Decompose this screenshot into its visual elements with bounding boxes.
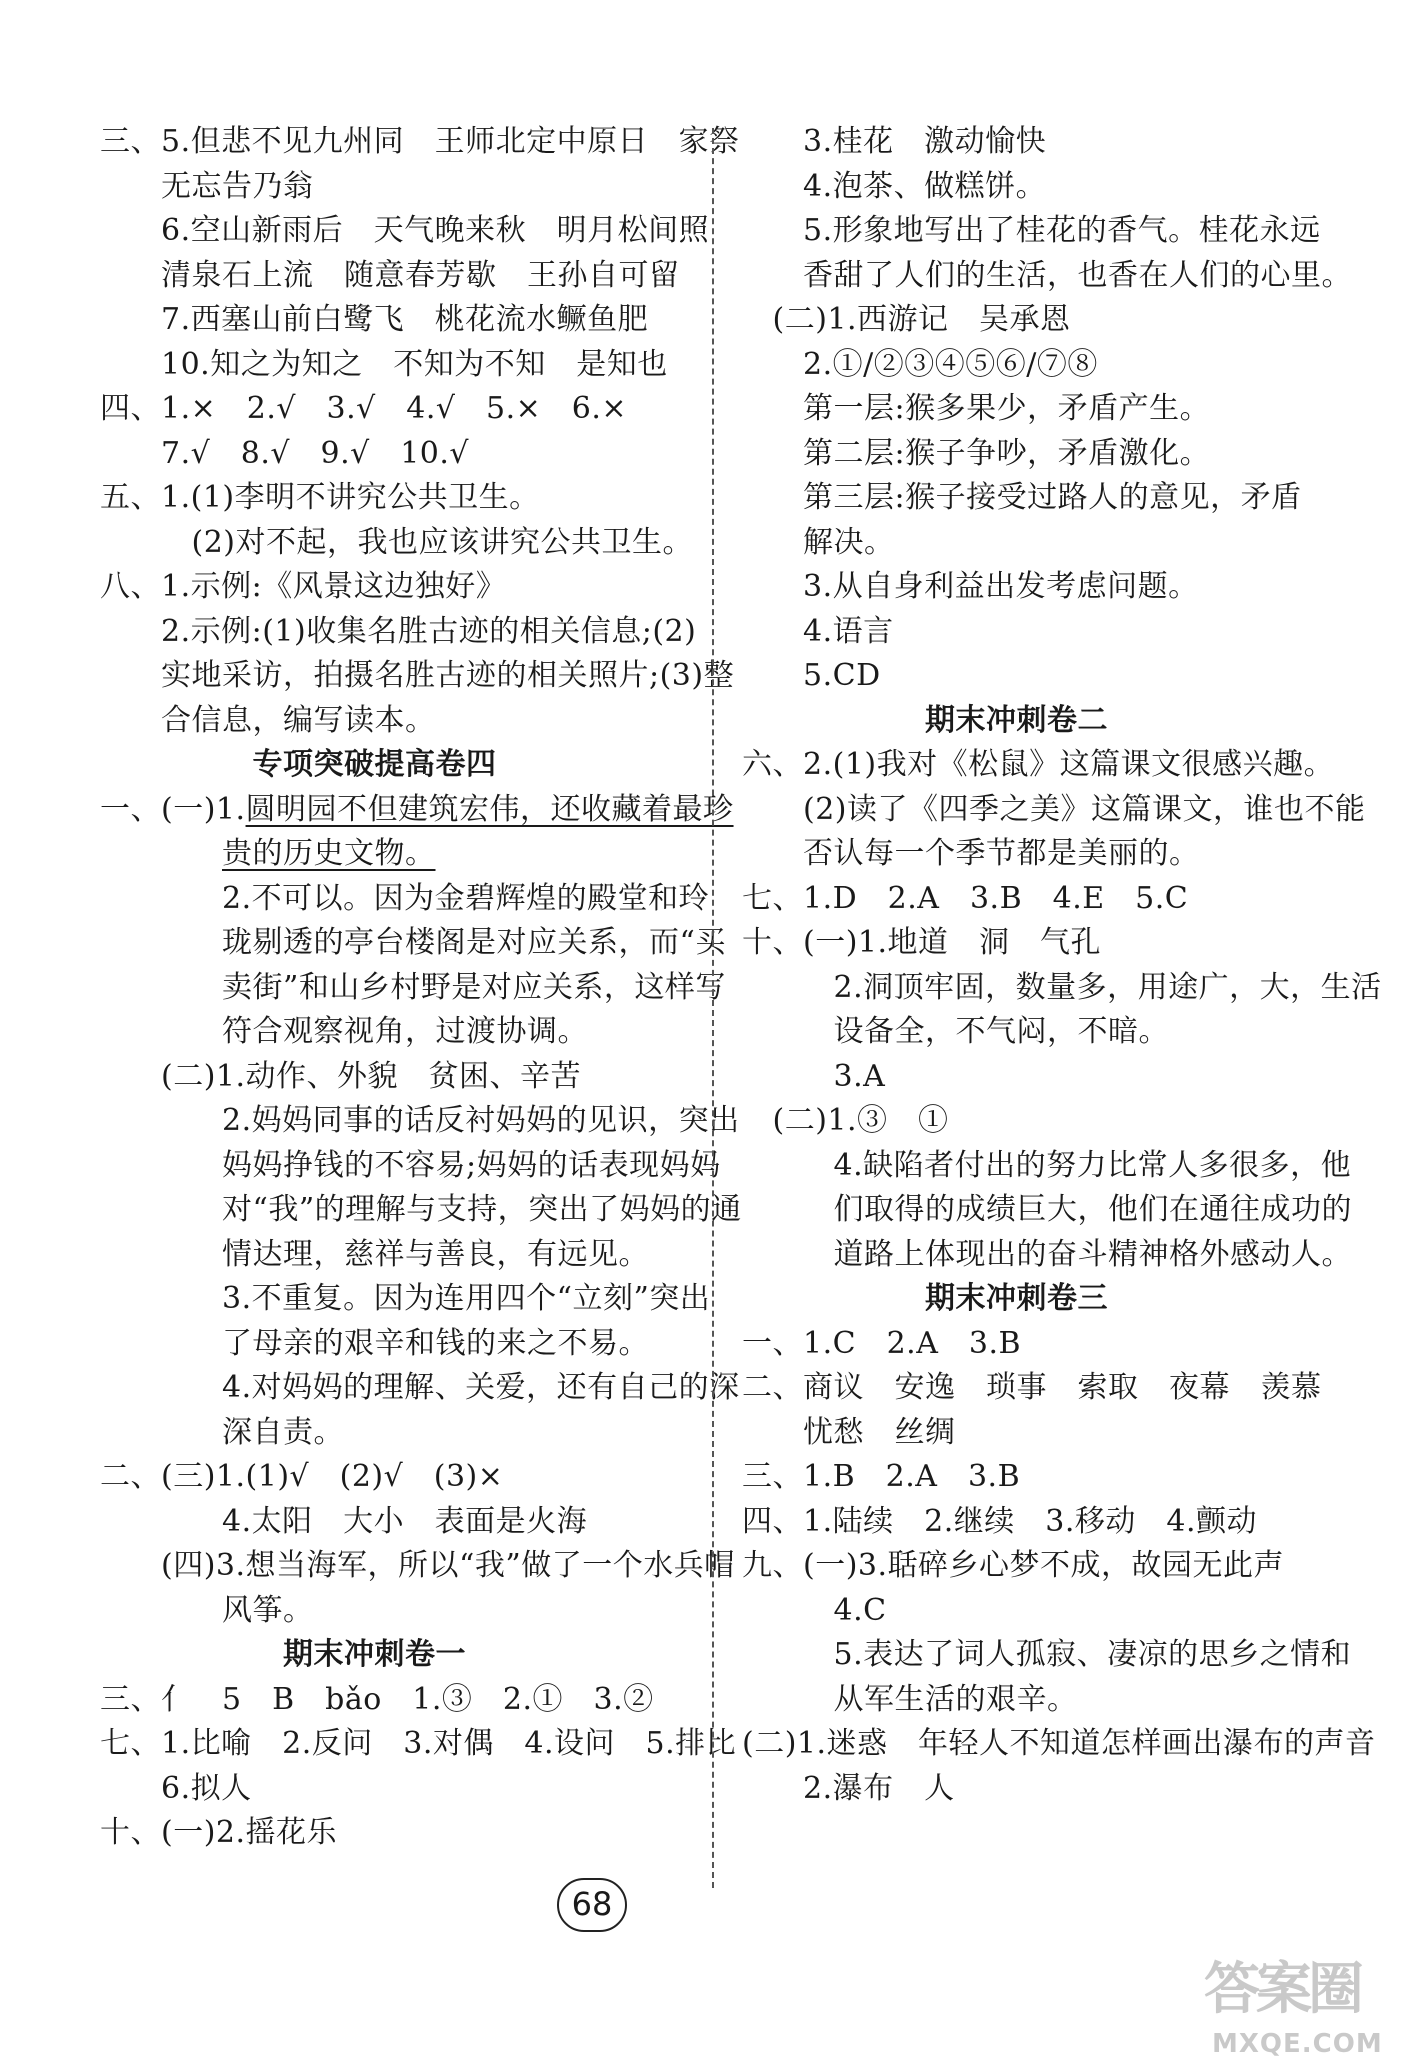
answer-text: 2.不可以。因为金碧辉煌的殿堂和玲	[100, 880, 710, 916]
answer-line	[100, 1811, 700, 1856]
answer-text: 4.缺陷者付出的努力比常人多很多，他	[742, 1147, 1352, 1183]
answer-line	[742, 1411, 1362, 1456]
answer-line	[100, 877, 710, 922]
answer-text: (四)3.想当海军，所以“我”做了一个水兵帽	[100, 1548, 735, 1583]
answer-line	[100, 1010, 700, 1055]
answer-text: 从军生活的艰辛。	[742, 1681, 1078, 1717]
page-number: 68	[557, 1878, 627, 1932]
answer-text: 香甜了人们的生活，也香在人们的心里。	[742, 257, 1352, 293]
answer-line	[100, 209, 710, 254]
answer-text: 五、1.(1)李明不讲究公共卫生。	[100, 480, 540, 515]
answer-text: 第三层:猴子接受过路人的意见，矛盾	[742, 480, 1302, 515]
answer-text: 十、(一)1.地道 洞 气孔	[742, 925, 1102, 960]
answer-text: 2.瀑布 人	[742, 1770, 955, 1806]
answer-text: 设备全，不气闷，不暗。	[742, 1014, 1169, 1049]
answer-text: 2.①/②③④⑤⑥/⑦⑧	[742, 346, 1098, 382]
answer-line	[100, 165, 700, 210]
answer-text: 3.A	[742, 1058, 886, 1094]
answer-line	[100, 788, 734, 833]
answer-text: 3.桂花 激动愉快	[742, 124, 1047, 159]
answer-line	[742, 1544, 1362, 1589]
answer-line	[100, 1366, 740, 1411]
answer-line	[742, 209, 1362, 254]
answer-line	[742, 1589, 1362, 1634]
answer-text: 3.从自身利益出发考虑问题。	[742, 569, 1199, 604]
answer-text: 六、2.(1)我对《松鼠》这篇课文很感兴趣。	[742, 747, 1335, 782]
answer-line	[742, 1366, 1362, 1411]
answer-text: 否认每一个季节都是美丽的。	[742, 836, 1200, 871]
answer-text: 二、(三)1.(1)√ (2)√ (3)×	[100, 1459, 504, 1494]
answer-text: 4.C	[742, 1592, 887, 1628]
answer-text: (2)对不起，我也应该讲究公共卫生。	[100, 524, 693, 560]
answer-text: 道路上体现出的奋斗精神格外感动人。	[742, 1236, 1352, 1272]
answer-line	[742, 1322, 1362, 1367]
answer-line	[100, 1233, 700, 1278]
answer-text: 5.形象地写出了桂花的香气。桂花永远	[742, 213, 1321, 248]
answer-text: 妈妈挣钱的不容易;妈妈的话表现妈妈	[100, 1147, 721, 1183]
section-heading	[742, 699, 1362, 744]
answer-text: 七、1.D 2.A 3.B 4.E 5.C	[742, 880, 1189, 916]
watermark-logo	[1198, 1945, 1394, 2070]
answer-text: (2)读了《四季之美》这篇课文，谁也不能	[742, 791, 1366, 827]
answer-line	[100, 1722, 737, 1767]
answer-text: 对“我”的理解与支持，突出了妈妈的通	[100, 1192, 742, 1227]
answer-line	[742, 1010, 1362, 1055]
answer-line	[742, 432, 1362, 477]
answer-line	[100, 1277, 711, 1322]
answer-line	[100, 120, 740, 165]
answer-line	[742, 343, 1362, 388]
answer-text: 解决。	[742, 524, 895, 560]
answer-text: 风筝。	[100, 1592, 314, 1628]
answer-line	[100, 476, 700, 521]
answer-text: 四、1.× 2.√ 3.√ 4.√ 5.× 6.×	[100, 391, 627, 426]
answer-text: 6.拟人	[100, 1770, 252, 1806]
answer-text: 3.不重复。因为连用四个“立刻”突出	[100, 1281, 711, 1316]
answer-text: 八、1.示例:《风景这边独好》	[100, 569, 507, 604]
answer-text: 期末冲刺卷三	[742, 1281, 1108, 1316]
answer-text: 深自责。	[100, 1414, 344, 1450]
answer-line	[742, 966, 1382, 1011]
answer-line	[742, 521, 1362, 566]
answer-text	[100, 836, 222, 871]
answer-line	[100, 565, 700, 610]
answer-line	[742, 1233, 1362, 1278]
answer-line	[100, 343, 700, 388]
answer-text: 4.对妈妈的理解、关爱，还有自己的深	[100, 1370, 740, 1405]
answer-line	[100, 432, 700, 477]
answer-text: (二)1.迷惑 年轻人不知道怎样画出瀑布的声音	[742, 1726, 1376, 1761]
answer-line	[100, 1678, 700, 1723]
answer-line	[100, 610, 700, 655]
answer-line	[742, 476, 1362, 521]
answer-line	[742, 1678, 1362, 1723]
answer-text: 情达理，慈祥与善良，有远见。	[100, 1236, 649, 1272]
answer-text: 一、(一)1.	[100, 791, 246, 827]
answer-line	[100, 1188, 742, 1233]
answer-text: 无忘告乃翁	[100, 168, 314, 204]
answer-text: 期末冲刺卷二	[742, 702, 1108, 738]
left-answer-column	[100, 120, 742, 1856]
answer-text: 十、(一)2.摇花乐	[100, 1815, 338, 1850]
answer-line	[742, 165, 1362, 210]
right-answer-column	[742, 120, 1382, 1811]
answer-text: 5.CD	[742, 658, 881, 693]
answer-text: 2.示例:(1)收集名胜古迹的相关信息;(2)	[100, 613, 697, 649]
answer-line	[100, 298, 700, 343]
answer-line	[742, 654, 1362, 699]
answer-text: 2.洞顶牢固，数量多，用途广，大，生活	[742, 969, 1382, 1005]
answer-text: 7.√ 8.√ 9.√ 10.√	[100, 435, 470, 471]
answer-text: 三、5.但悲不见九州同 王师北定中原日 家祭	[100, 124, 740, 159]
answer-text: 一、1.C 2.A 3.B	[742, 1325, 1022, 1361]
column-divider	[712, 128, 714, 1888]
answer-text: 2.妈妈同事的话反衬妈妈的见识，突出	[100, 1103, 740, 1138]
answer-line	[742, 877, 1362, 922]
answer-line	[742, 387, 1362, 432]
answer-line	[742, 1099, 1362, 1144]
answer-line	[100, 387, 700, 432]
answer-line	[100, 1767, 700, 1812]
answer-line	[100, 1144, 721, 1189]
answer-text: 第二层:猴子争吵，矛盾激化。	[742, 435, 1211, 471]
answer-line	[742, 1188, 1362, 1233]
answer-text: 4.语言	[742, 613, 894, 649]
answer-text: (二)1.动作、外貌 贫困、辛苦	[100, 1058, 582, 1094]
answer-text: 符合观察视角，过渡协调。	[100, 1014, 588, 1049]
answer-text: 第一层:猴多果少，矛盾产生。	[742, 391, 1211, 426]
answer-text: 合信息，编写读本。	[100, 702, 436, 738]
answer-text: 珑剔透的亭台楼阁是对应关系，而“买	[100, 925, 726, 960]
watermark-logo-text: 答案圈	[1204, 1957, 1360, 2022]
answer-text: (二)1.西游记 吴承恩	[742, 302, 1071, 337]
answer-line	[100, 1589, 700, 1634]
answer-text: 期末冲刺卷一	[100, 1637, 466, 1672]
answer-text: 三、亻 5 B bǎo 1.③ 2.① 3.②	[100, 1681, 654, 1717]
answer-text: 四、1.陆续 2.继续 3.移动 4.颤动	[742, 1503, 1257, 1539]
section-heading	[100, 1633, 700, 1678]
answer-text: 忧愁 丝绸	[742, 1414, 956, 1450]
answer-line	[742, 298, 1362, 343]
answer-text: 专项突破提高卷四	[100, 747, 497, 782]
answer-text: 实地采访，拍摄名胜古迹的相关照片;(3)整	[100, 658, 735, 693]
answer-line	[742, 1455, 1362, 1500]
answer-line	[100, 1322, 700, 1367]
answer-text: 三、1.B 2.A 3.B	[742, 1459, 1021, 1494]
answer-line	[100, 521, 700, 566]
answer-line	[742, 1055, 1362, 1100]
answer-text: 5.表达了词人孤寂、凄凉的思乡之情和	[742, 1637, 1352, 1672]
answer-line	[742, 1144, 1362, 1189]
answer-line	[742, 743, 1362, 788]
answer-text: 7.西塞山前白鹭飞 桃花流水鳜鱼肥	[100, 302, 649, 337]
answer-line	[100, 921, 726, 966]
answer-line	[100, 1455, 700, 1500]
answer-text: 卖街”和山乡村野是对应关系，这样写	[100, 969, 726, 1005]
answer-line	[100, 1500, 700, 1545]
answer-line	[100, 654, 735, 699]
answer-line	[742, 1633, 1362, 1678]
answer-text: 们取得的成绩巨大，他们在通往成功的	[742, 1192, 1352, 1227]
answer-line	[742, 254, 1362, 299]
answer-text: 10.知之为知之 不知为不知 是知也	[100, 346, 668, 382]
answer-text: 了母亲的艰辛和钱的来之不易。	[100, 1325, 649, 1361]
answer-line	[742, 610, 1362, 655]
section-heading	[100, 743, 700, 788]
answer-line	[100, 254, 700, 299]
watermark-url: MXQE.COM	[1212, 2029, 1383, 2059]
answer-text: 4.泡茶、做糕饼。	[742, 168, 1047, 204]
answer-line	[742, 1722, 1376, 1767]
answer-line	[742, 565, 1362, 610]
answer-line	[742, 1500, 1362, 1545]
answer-line	[100, 966, 726, 1011]
answer-text: 二、商议 安逸 琐事 索取 夜幕 羡慕	[742, 1370, 1322, 1405]
answer-line	[100, 1544, 735, 1589]
answer-text: 4.太阳 大小 表面是火海	[100, 1503, 588, 1539]
answer-text: 九、(一)3.聒碎乡心梦不成，故园无此声	[742, 1548, 1285, 1583]
answer-line	[742, 120, 1362, 165]
answer-line	[100, 1055, 700, 1100]
answer-text: 清泉石上流 随意春芳歇 王孙自可留	[100, 257, 680, 293]
answer-text: (二)1.③ ①	[742, 1103, 949, 1138]
answer-line	[742, 788, 1366, 833]
answer-text: 6.空山新雨后 天气晚来秋 明月松间照	[100, 213, 710, 248]
answer-line	[100, 1411, 700, 1456]
answer-line	[742, 1767, 1362, 1812]
section-heading	[742, 1277, 1362, 1322]
answer-line	[742, 921, 1362, 966]
answer-line	[742, 832, 1362, 877]
underlined-answer-text: 圆明园不但建筑宏伟，还收藏着最珍	[245, 791, 734, 827]
answer-text: 七、1.比喻 2.反问 3.对偶 4.设问 5.排比	[100, 1726, 737, 1761]
answer-line	[100, 1099, 740, 1144]
answer-line	[100, 699, 700, 744]
underlined-answer-text: 贵的历史文物。	[222, 836, 436, 871]
answer-line	[100, 832, 700, 877]
